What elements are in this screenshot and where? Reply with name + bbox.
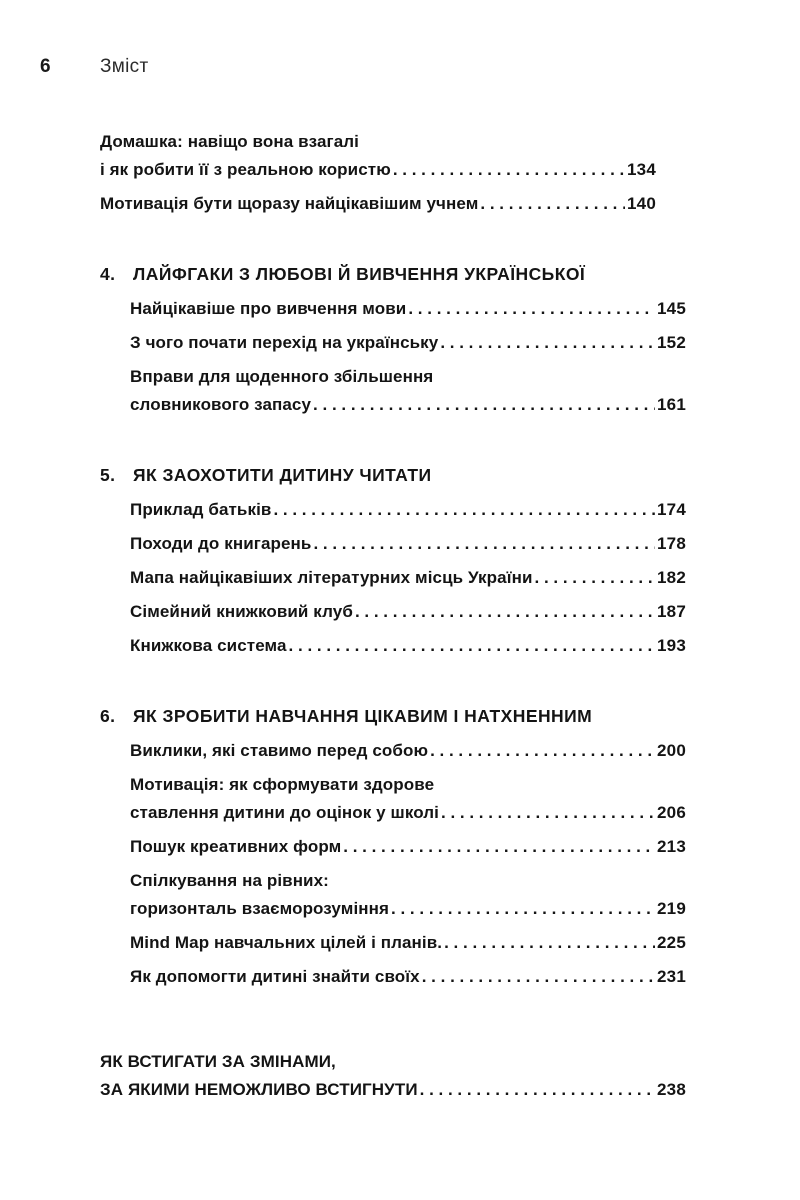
toc-entry-label: Mind Map навчальних цілей і планів. [130,933,443,952]
chapter-block [100,264,686,419]
chapter-heading-spacer [100,285,686,295]
toc-entry-page-number: 174 [657,500,686,519]
toc-entry-label: Домашка: навіщо вона взагалі [100,132,359,151]
toc-entry[interactable] [130,929,686,957]
closing-section[interactable] [100,1048,686,1104]
toc-entry-label: Мотивація бути щоразу найцікавішим учнем [100,194,479,213]
running-header [40,56,760,82]
chapter-heading-spacer [100,486,686,496]
toc-entry-page-number: 206 [657,803,686,822]
toc-entry-page-number: 193 [657,636,686,655]
toc-entry[interactable] [100,190,686,218]
toc-entry-label: горизонталь взаєморозуміння [130,899,390,918]
toc-entry-line [100,1048,686,1076]
chapter-entries [130,295,686,419]
chapter-title: ЯК ЗРОБИТИ НАВЧАННЯ ЦІКАВИМ І НАТХНЕННИМ [133,706,593,726]
dot-leader [355,598,655,626]
chapters-group [100,218,686,991]
dot-leader [440,329,655,357]
toc-entry[interactable] [130,867,686,923]
chapter-title: ЛАЙФГАКИ З ЛЮБОВІ Й ВИВЧЕННЯ УКРАЇНСЬКОЇ [133,264,586,284]
toc-entry-page-number: 187 [657,602,686,621]
toc-entry-line [100,190,656,218]
toc-entry-line [130,867,686,895]
toc-entry-line [130,496,686,524]
dot-leader [430,737,655,765]
chapter-spacer [100,218,686,264]
table-of-contents [100,128,686,991]
dot-leader [535,564,656,592]
toc-entry-label: словникового запасу [130,395,312,414]
chapter-heading[interactable] [100,706,686,727]
toc-entry[interactable] [130,771,686,827]
toc-entry-label: Приклад батьків [130,500,272,519]
toc-entry[interactable] [130,295,686,323]
toc-entry-label: Книжкова система [130,636,287,655]
toc-entry-line [130,530,686,558]
toc-entry-label: Виклики, які ставимо перед собою [130,741,429,760]
dot-leader [343,833,655,861]
toc-entry-line [130,963,686,991]
dot-leader [420,1076,655,1104]
toc-entry-label: З чого почати перехід на українську [130,333,439,352]
toc-entry-page-number: 161 [657,395,686,414]
chapter-spacer [100,660,686,706]
running-title: Зміст [100,56,149,77]
toc-entry-line [130,833,686,861]
toc-entry[interactable] [130,963,686,991]
chapter-spacer [100,419,686,465]
toc-entry[interactable] [130,496,686,524]
toc-entry[interactable] [130,632,686,660]
toc-entry-page-number: 200 [657,741,686,760]
toc-entry-label: ставлення дитини до оцінок у школі [130,803,439,822]
toc-entry-line [130,895,686,923]
toc-entry-line [100,1076,686,1104]
dot-leader [408,295,655,323]
chapter-entries [130,496,686,660]
toc-entry[interactable] [130,564,686,592]
chapter-heading[interactable] [100,264,686,285]
toc-entry-line [130,564,686,592]
toc-entry-page-number: 152 [657,333,686,352]
toc-entry[interactable] [130,329,686,357]
chapter-number: 4. [100,264,116,284]
chapter-heading[interactable] [100,465,686,486]
toc-entry-label: Сімейний книжковий клуб [130,602,353,621]
toc-entry-line [130,329,686,357]
toc-entry-label: Походи до книгарень [130,534,312,553]
chapter-heading-spacer [100,727,686,737]
toc-entry-page-number: 225 [657,933,686,952]
toc-entry-page-number: 178 [657,534,686,553]
toc-entry-label: Спілкування на рівних: [130,871,329,890]
dot-leader [444,929,655,957]
toc-entry-line [130,771,686,799]
dot-leader [422,963,655,991]
toc-entry[interactable] [130,598,686,626]
toc-entry-label: Вправи для щоденного збільшення [130,367,434,386]
toc-entry-line [130,391,686,419]
dot-leader [313,530,655,558]
toc-entry[interactable] [130,363,686,419]
toc-entry-label: Мотивація: як сформувати здорове [130,775,435,794]
page-number-folio: 6 [40,56,51,77]
dot-leader [273,496,655,524]
toc-entry[interactable] [130,737,686,765]
toc-entry-label: ЗА ЯКИМИ НЕМОЖЛИВО ВСТИГНУТИ [100,1080,418,1099]
toc-entry-page-number: 219 [657,899,686,918]
dot-leader [313,391,655,419]
toc-entry-page-number: 182 [657,568,686,587]
toc-entry[interactable] [130,833,686,861]
toc-entry-label: і як робити її з реальною користю [100,160,391,179]
toc-entry-page-number: 145 [657,299,686,318]
chapter-number: 6. [100,706,116,726]
toc-entry[interactable] [130,530,686,558]
toc-entry-line [130,363,686,391]
dot-leader [480,190,625,218]
toc-entry-page-number: 213 [657,837,686,856]
toc-entry-line [130,929,686,957]
chapter-block [100,465,686,660]
toc-entry-line [130,295,686,323]
toc-entry-page-number: 231 [657,967,686,986]
toc-entry-label: Мапа найцікавіших літературних місць України [130,568,533,587]
toc-entry-line [100,156,656,184]
dot-leader [391,895,655,923]
toc-entry-label: Пошук креативних форм [130,837,342,856]
toc-entry[interactable] [100,1048,686,1104]
toc-entry-page-number: 238 [657,1080,686,1099]
toc-entry-line [130,799,686,827]
chapter-number: 5. [100,465,116,485]
toc-entry-page-number: 140 [627,194,656,213]
toc-entry-label: ЯК ВСТИГАТИ ЗА ЗМІНАМИ, [100,1052,336,1071]
continued-entries-group [100,128,686,218]
chapter-title: ЯК ЗАОХОТИТИ ДИТИНУ ЧИТАТИ [133,465,432,485]
toc-entry-line [100,128,656,156]
dot-leader [289,632,655,660]
chapter-block [100,706,686,991]
dot-leader [393,156,625,184]
toc-entry-line [130,598,686,626]
toc-entry-label: Як допомогти дитині знайти своїх [130,967,420,986]
toc-entry[interactable] [100,128,686,184]
toc-entry-label: Найцікавіше про вивчення мови [130,299,407,318]
toc-entry-line [130,737,686,765]
toc-entry-page-number: 134 [627,160,656,179]
toc-entry-line [130,632,686,660]
dot-leader [441,799,655,827]
chapter-entries [130,737,686,991]
